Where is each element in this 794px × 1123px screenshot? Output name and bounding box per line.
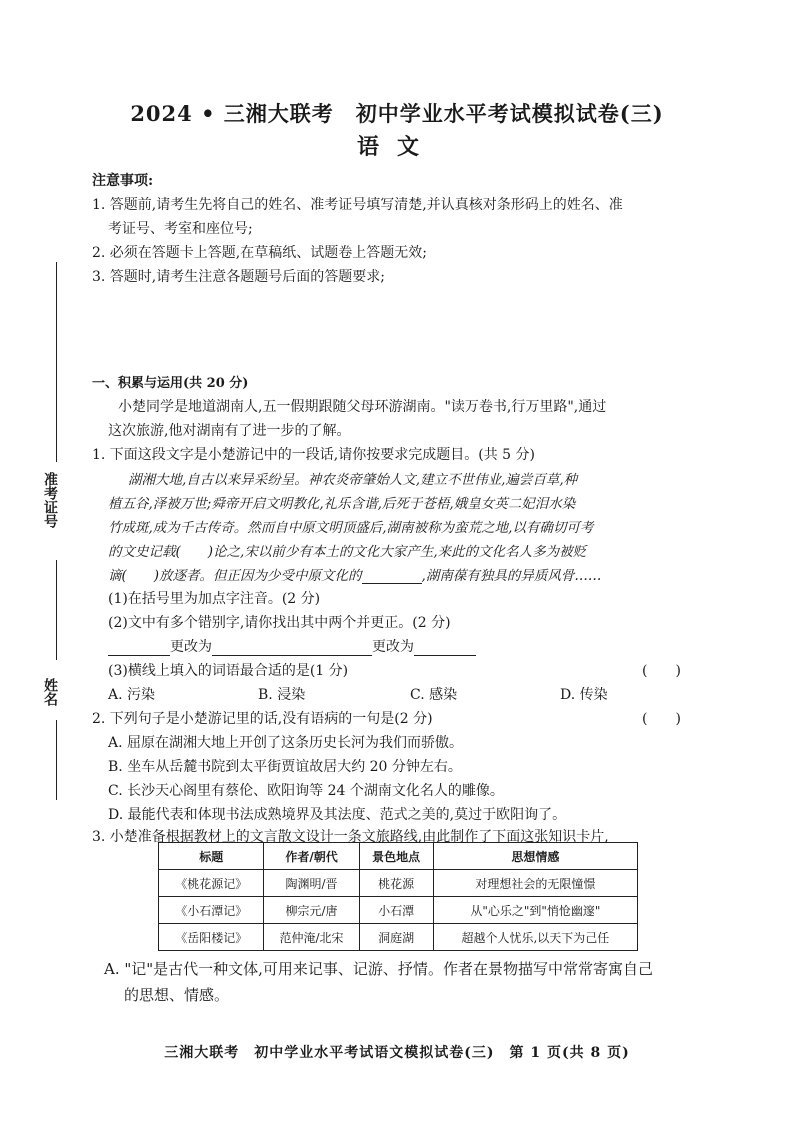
q2-option-c: C. 长沙天心阁里有蔡伦、欧阳询等 24 个湖南文化名人的雕像。 (108, 783, 504, 799)
section-heading: 一、积累与运用(共 20 分) (92, 376, 249, 391)
q1-option-c: C. 感染 (410, 687, 458, 703)
col-header-emotion: 思想情感 (433, 843, 637, 870)
table-row (159, 924, 638, 951)
col-header-author: 作者/朝代 (264, 843, 359, 870)
cell-title: 《桃花源记》 (159, 870, 264, 897)
passage-line-5-a: 谪( )放逐者。但正因为少受中原文化的 (108, 568, 362, 584)
table-row (159, 870, 638, 897)
notice-item-1: 1. 答题前,请考生先将自己的姓名、准考证号填写清楚,并认真核对条形码上的姓名、准 (92, 197, 623, 213)
q1-sub3: (3)横线上填入的词语最合适的是(1 分) (108, 663, 349, 679)
q1-sub1: (1)在括号里为加点字注音。(2 分) (108, 591, 321, 607)
wrong-char-blank-2[interactable] (300, 641, 372, 656)
wrong-char-blank-1[interactable] (108, 641, 170, 656)
passage-line-4: 的文史记载( )论之,宋以前少有本土的文化大家产生,来此的文化名人多为被贬 (108, 544, 587, 560)
change-to-label-2: 更改为 (372, 639, 414, 655)
cell-emotion: 超越个人忧乐,以天下为己任 (433, 924, 637, 951)
notice-heading: 注意事项: (92, 173, 154, 189)
q3-option-a-line-2: 的思想、情感。 (124, 986, 230, 1004)
passage-line-5 (108, 564, 601, 584)
q2-stem: 2. 下列句子是小楚游记里的话,没有语病的一句是(2 分) (92, 711, 433, 727)
table-row (159, 897, 638, 924)
page-footer: 三湘大联考 初中学业水平考试语文模拟试卷(三) 第 1 页(共 8 页) (164, 1045, 630, 1061)
notice-item-3: 3. 答题时,请考生注意各题题号后面的答题要求; (92, 269, 385, 285)
cell-emotion: 从"心乐之"到"悄怆幽邃" (433, 897, 637, 924)
cell-location: 小石潭 (359, 897, 433, 924)
q3-option-a-line-1: A. "记"是古代一种文体,可用来记事、记游、抒情。作者在景物描写中常常寄寓自己 (104, 960, 653, 978)
correct-char-blank-1[interactable] (212, 641, 300, 656)
correct-char-blank-2[interactable] (414, 641, 476, 656)
q1-option-b: B. 浸染 (258, 687, 306, 703)
q2-option-d: D. 最能代表和体现书法成熟境界及其法度、范式之美的,莫过于欧阳询了。 (108, 807, 567, 823)
margin-line-mid (56, 560, 57, 660)
notice-item-1-cont: 考证号、考室和座位号; (108, 221, 253, 237)
q1-option-d: D. 传染 (560, 687, 608, 703)
knowledge-card-table (158, 842, 638, 951)
col-header-location: 景色地点 (359, 843, 433, 870)
cell-author: 范仲淹/北宋 (264, 924, 359, 951)
cell-location: 洞庭湖 (359, 924, 433, 951)
passage-line-5-b: ,湖南葆有独具的异质风骨…… (421, 568, 602, 584)
cell-location: 桃花源 (359, 870, 433, 897)
cell-author: 陶渊明/晋 (264, 870, 359, 897)
margin-line-top (56, 262, 57, 462)
q1-sub2: (2)文中有多个错别字,请你找出其中两个并更正。(2 分) (108, 615, 451, 631)
intro-line-1: 小楚同学是地道湖南人,五一假期跟随父母环游湖南。"读万卷书,行万里路",通过 (118, 399, 607, 415)
margin-line-bottom (56, 720, 57, 800)
change-to-label-1: 更改为 (170, 639, 212, 655)
name-label: 姓名 (42, 678, 58, 706)
fill-blank[interactable] (362, 569, 422, 584)
col-header-title: 标题 (159, 843, 264, 870)
exam-title: 2024 • 三湘大联考 初中学业水平考试模拟试卷(三) (130, 101, 664, 126)
cell-author: 柳宗元/唐 (264, 897, 359, 924)
passage-line-1: 湖湘大地,自古以来异采纷呈。神农炎帝肇始人文,建立不世伟业,遍尝百草,种 (128, 472, 578, 488)
answer-paren-q1-3[interactable]: ( ) (642, 663, 681, 679)
answer-paren-q2[interactable]: ( ) (642, 711, 681, 727)
q1-stem: 1. 下面这段文字是小楚游记中的一段话,请你按要求完成题目。(共 5 分) (92, 447, 535, 463)
q1-correction-row (108, 636, 476, 656)
q2-option-b: B. 坐车从岳麓书院到太平街贾谊故居大约 20 分钟左右。 (108, 759, 462, 775)
q2-option-a: A. 屈原在湖湘大地上开创了这条历史长河为我们而骄傲。 (108, 735, 464, 751)
table-header-row (159, 843, 638, 870)
cell-title: 《岳阳楼记》 (159, 924, 264, 951)
passage-line-3: 竹成斑,成为千古传奇。然而自中原文明顶盛后,湖南被称为蛮荒之地,以有确切可考 (108, 520, 594, 536)
subject-title: 语文 (356, 134, 437, 160)
q1-option-a: A. 污染 (108, 687, 156, 703)
exam-id-label: 准考证号 (42, 472, 58, 528)
cell-title: 《小石潭记》 (159, 897, 264, 924)
intro-line-2: 这次旅游,他对湖南有了进一步的了解。 (108, 423, 351, 439)
q3-stem-1: 3. 小楚准备根据教材上的文言散文设计一条文旅路线,由此制作了下面这张知识卡片, (92, 829, 609, 845)
notice-item-2: 2. 必须在答题卡上答题,在草稿纸、试题卷上答题无效; (92, 245, 427, 261)
cell-emotion: 对理想社会的无限憧憬 (433, 870, 637, 897)
passage-line-2: 植五谷,泽被万世;舜帝开启文明教化,礼乐含谐,后死于苍梧,娥皇女英二妃泪水染 (108, 496, 576, 512)
